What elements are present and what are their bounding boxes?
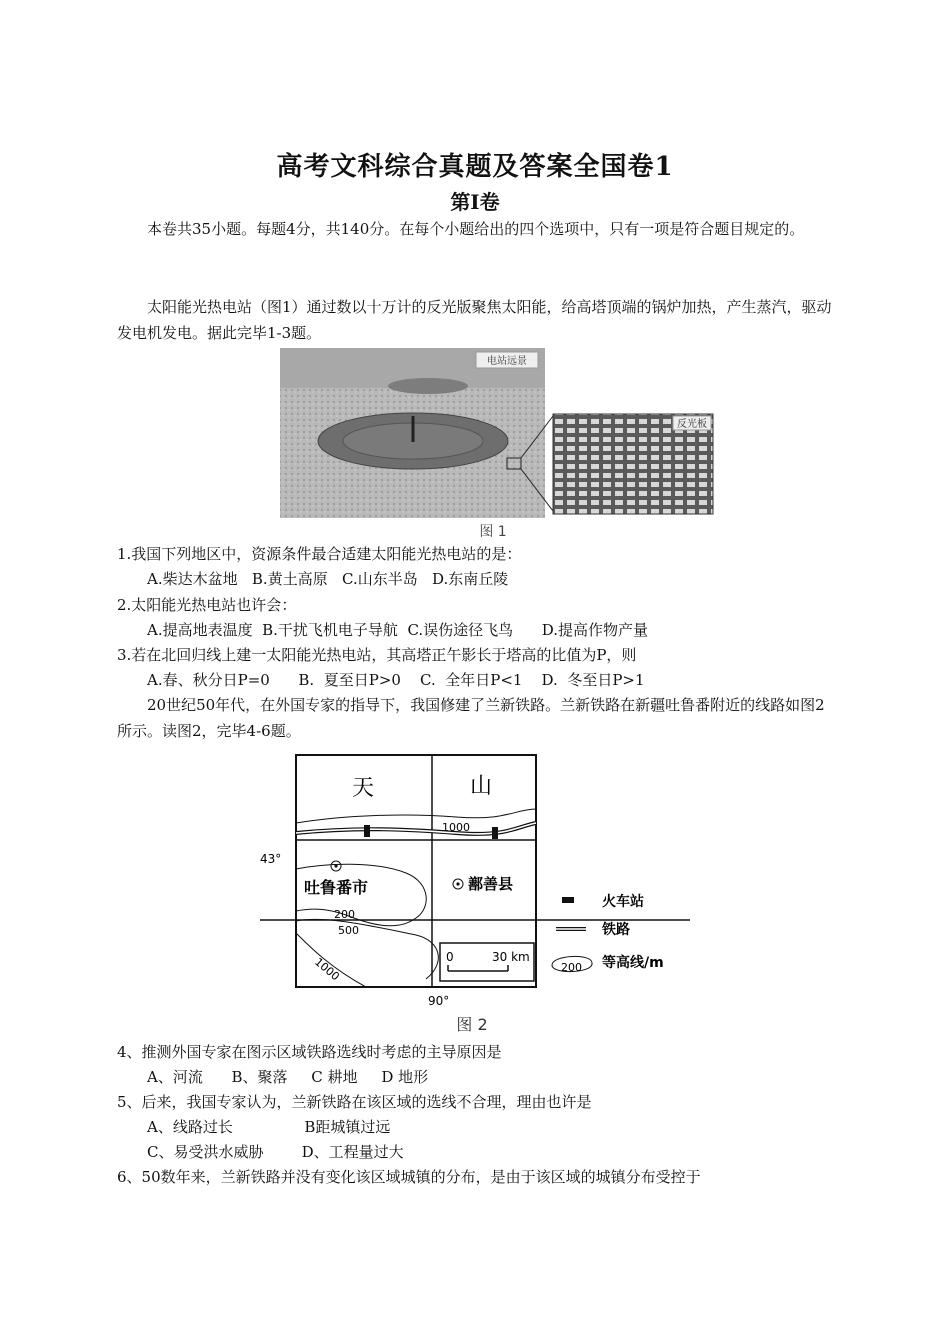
question-4: 4、推测外国专家在图示区域铁路选线时考虑的主导原因是: [117, 1043, 502, 1061]
label-lat: 43°: [260, 852, 282, 866]
figure-2-caption: 图 2: [456, 1015, 488, 1034]
figure-2-railway-map: [256, 743, 696, 1035]
question-3-options: A.春、秋分日P=0 B. 夏至日P>0 C. 全年日P<1 D. 冬至日P>1: [147, 671, 645, 689]
scale-zero: 0: [446, 950, 454, 964]
question-1: 1.我国下列地区中，资源条件最合适建太阳能光热电站的是：: [117, 545, 522, 563]
question-6: 6、50数年来，兰新铁路并没有变化该区域城镇的分布，是由于该区域的城镇分布受控于: [117, 1168, 701, 1186]
legend-station-symbol: [562, 897, 574, 903]
contour-1000-top: [296, 809, 536, 823]
question-1-options: A.柴达木盆地 B.黄土高原 C.山东半岛 D.东南丘陵: [147, 570, 509, 588]
question-5: 5、后来，我国专家认为，兰新铁路在该区域的选线不合理，理由也许是: [117, 1093, 592, 1111]
label-turpan: 吐鲁番市: [304, 878, 369, 897]
passage-1: 太阳能光热电站（图1）通过数以十万计的反光版聚焦太阳能，给高塔顶端的锅炉加热，产生蒸汽，驱动发电机发电。据此完毕1-3题。: [117, 298, 832, 342]
exam-title: 高考文科综合真题及答案全国卷1: [276, 152, 674, 182]
label-lon: 90°: [428, 994, 450, 1008]
question-4-options: A、河流 B、聚落 C 耕地 D 地形: [147, 1068, 429, 1086]
label-shanshan: 鄯善县: [468, 875, 514, 893]
question-5-options-cd: C、易受洪水威胁 D、工程量过大: [147, 1143, 404, 1161]
label-500: 500: [338, 924, 359, 937]
question-2-options: A.提高地表温度 B.干扰飞机电子导航 C.误伤途径飞鸟 D.提高作物产量: [147, 621, 649, 639]
figure-1-solar-station: [278, 346, 718, 541]
question-3: 3.若在北回归线上建一太阳能光热电站，其高塔正午影长于塔高的比值为P，则: [117, 646, 637, 664]
label-1000-top: 1000: [442, 821, 470, 834]
contour-500: [296, 919, 438, 979]
label-shan: 山: [470, 774, 493, 799]
legend-rail-label: 铁路: [602, 922, 630, 938]
passage-2: 20世纪50年代，在外国专家的指导下，我国修建了兰新铁路。兰新铁路在新疆吐鲁番附近的线路如图2所示。读图2，完毕4-6题。: [117, 696, 825, 740]
intro-paragraph: 本卷共35小题。每题4分，共140分。在每个小题给出的四个选项中，只有一项是符合题目规定的。: [147, 220, 805, 238]
legend-station-label: 火车站: [602, 894, 644, 910]
label-mirror: 反光板: [677, 419, 707, 430]
question-5-options-ab: A、线路过长 B距城镇过远: [147, 1118, 391, 1136]
label-tian: 天: [352, 776, 375, 801]
question-2: 2.太阳能光热电站也许会：: [117, 596, 297, 614]
figure-1-caption: 图 1: [479, 524, 507, 540]
legend-contour-value: 200: [561, 961, 582, 974]
legend-contour-label: 等高线/m: [602, 955, 664, 971]
station-1: [364, 825, 370, 837]
label-200: 200: [334, 908, 355, 921]
label-1000-bottom: 1000: [312, 955, 342, 984]
scale-30km: 30 km: [492, 950, 530, 964]
label-station-view: 电站远景: [487, 356, 527, 367]
station-2: [492, 827, 498, 839]
section-title: 第Ⅰ卷: [450, 190, 500, 214]
